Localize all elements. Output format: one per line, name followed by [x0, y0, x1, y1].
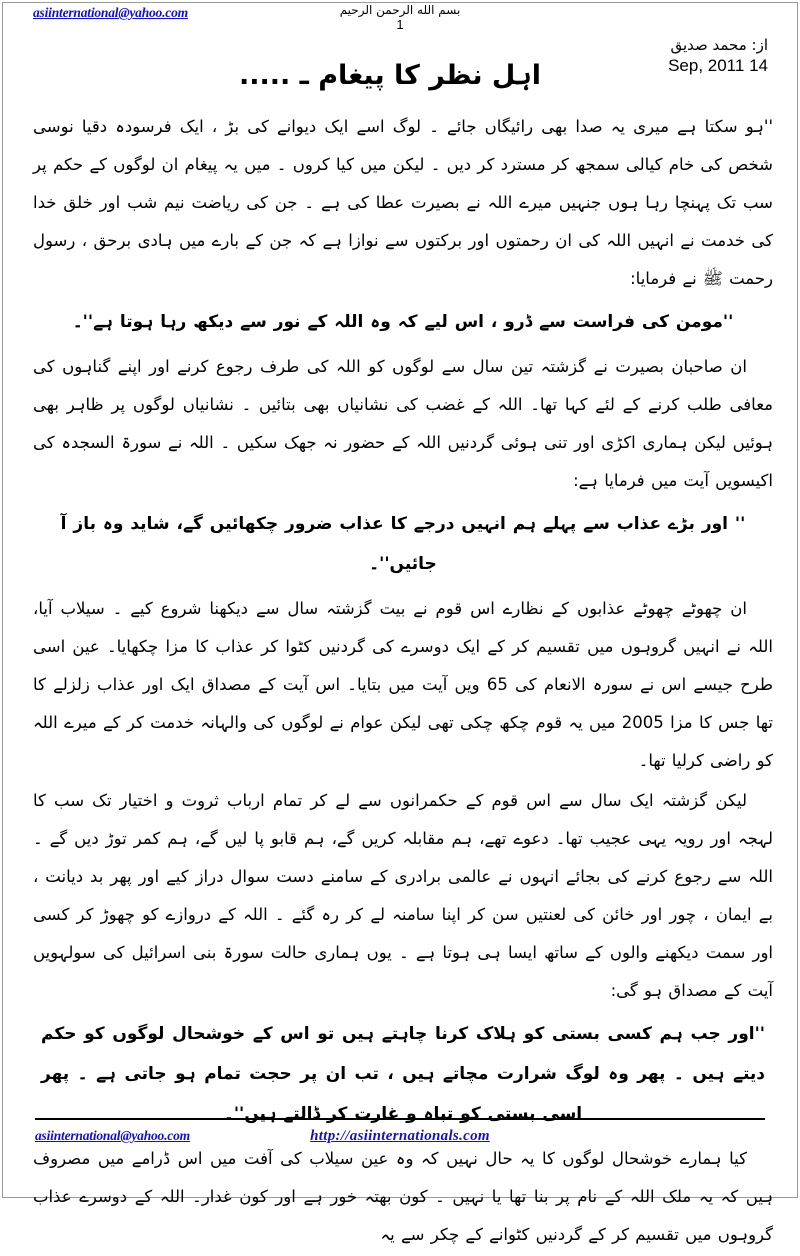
footer-email-link[interactable]: asiinternational@yahoo.com	[35, 1128, 190, 1143]
page-title: اہل نظر کا پیغام ـ .....	[238, 60, 542, 92]
author-name: از: محمد صدیق	[670, 36, 768, 54]
footer-website-link[interactable]: http://asiinternationals.com	[310, 1128, 490, 1144]
article-body	[33, 108, 773, 1256]
scripture-quote: ''مومن کی فراست سے ڈرو ، اس لیے کہ وہ اللہ کے نور سے دیکھ رہا ہوتا ہے''۔	[72, 312, 734, 332]
body-paragraph: کیا ہمارے خوشحال لوگوں کا یہ حال نہیں کہ وہ عین سیلاب کی آفت میں اس ڈرامے میں مصروف ہیں کہ یہ ملک اللہ کے نام پر بنا تھا یا نہیں ۔ کون بھتہ خور ہے اور کون غدار۔ اللہ کے دوسرے عذاب گروہوں میں تقسیم کر کے گردنیں کٹوانے کے چکر سے یہ	[33, 1149, 773, 1244]
body-paragraph: ان صاحبان بصیرت نے گزشتہ تین سال سے لوگوں کو اللہ کی طرف رجوع کرنے اور اپنے گناہوں کی معافی طلب کرنے کے لئے کہا تھا۔ اللہ کے غضب کی نشانیاں بھی بتائیں ۔ نشانیاں لوگوں پر ظاہر بھی ہوئیں لیکن ہماری اکڑی اور تنی ہوئی گردنیں اللہ کے حضور نہ جھک سکیں ۔ اللہ نے سورۃ السجدہ کی اکیسویں آیت میں فرمایا ہے:	[33, 357, 773, 490]
page-number: 1	[396, 17, 404, 32]
body-paragraph: ان چھوٹے چھوٹے عذابوں کے نظارے اس قوم نے بیت گزشتہ سال سے دیکھنا شروع کیے ۔ سیلاب آیا، اللہ نے انہیں گروہوں میں تقسیم کر کے ایک دوسرے کی گردنیں کٹوا کر عذاب کا مزا چکھایا۔ عین اسی طرح جیسے اس نے سورہ الانعام کی 65 ویں آیت میں بتایا۔ اس آیت کے مصداق ایک اور عذاب زلزلے کا تھا جس کا مزا 2005 میں یہ قوم چکھ چکی تھی لیکن عوام نے لوگوں کی والہانہ خدمت کر کے میرے اللہ کو راضی کرلیا تھا۔	[33, 599, 773, 770]
header-email-link[interactable]: asiinternational@yahoo.com	[33, 5, 188, 20]
bismillah-text: بسم الله الرحمن الرحيم	[339, 3, 461, 17]
footer-divider	[35, 1118, 765, 1120]
scripture-quote: ''اور جب ہم کسی بستی کو ہلاک کرنا چاہتے ہیں تو اس کے خوشحال لوگوں کو حکم دیتے ہیں ۔ پھر وہ لوگ شرارت مچاتے ہیں ، تب ان پر حجت تمام ہو جاتی ہے ۔ پھر اسی بستی کو تباہ و غارت کر ڈالتے ہیں''۔	[41, 1024, 765, 1124]
byline-block	[668, 36, 768, 77]
page-footer	[0, 1118, 800, 1160]
body-paragraph: ''ہو سکتا ہے میری یہ صدا بھی رائیگاں جائے ۔ لوگ اسے ایک دیوانے کی بڑ ، ایک فرسودہ دقیا نوسی شخص کی خام کیالی سمجھ کر مسترد کر دیں ۔ لیکن میں کیا کروں ۔ میں یہ پیغام ان لوگوں کے حکم پر سب تک پہنچا رہا ہوں جنہیں میرے اللہ نے بصیرت عطا کی ہے ۔ جن کی ریاضت نیم شب اور خلق خدا کی خدمت نے انہیں اللہ کی ان رحمتوں اور برکتوں سے نوازا ہے کہ جن کے بارے میں ہادی برحق ، رسول رحمت ﷺ نے فرمایا:	[33, 117, 773, 288]
body-paragraph: لیکن گزشتہ ایک سال سے اس قوم کے حکمرانوں سے لے کر تمام ارباب ثروت و اختیار تک سب کا لہجہ اور رویہ یہی عجیب تھا۔ دعوے تھے، ہم مقابلہ کریں گے، ہم قابو پا لیں گے، ہم کمر توڑ دیں گے ۔ اللہ سے رجوع کرنے کی بجائے انہوں نے عالمی برادری کے سامنے دست سوال دراز کیے اور پھر بد دیانت ، بے ایمان ، چور اور خائن کی لعنتیں سن کر اپنا سامنہ لے کر رہ گئے ۔ اللہ کے دروازے کو چھوڑ کر کسی اور سمت دیکھنے والوں کے ساتھ ایسا ہی ہوتا ہے ۔ یوں ہماری حالت سورۃ بنی اسرائیل کی سولہویں آیت کے مصداق ہو گی:	[33, 791, 773, 1000]
scripture-quote: '' اور بڑے عذاب سے پہلے ہم انہیں درجے کا عذاب ضرور چکھائیں گے، شاید وہ باز آ جائیں''۔	[60, 514, 746, 574]
page-header	[0, 0, 800, 104]
publication-date: 14 Sep, 2011	[668, 55, 768, 75]
